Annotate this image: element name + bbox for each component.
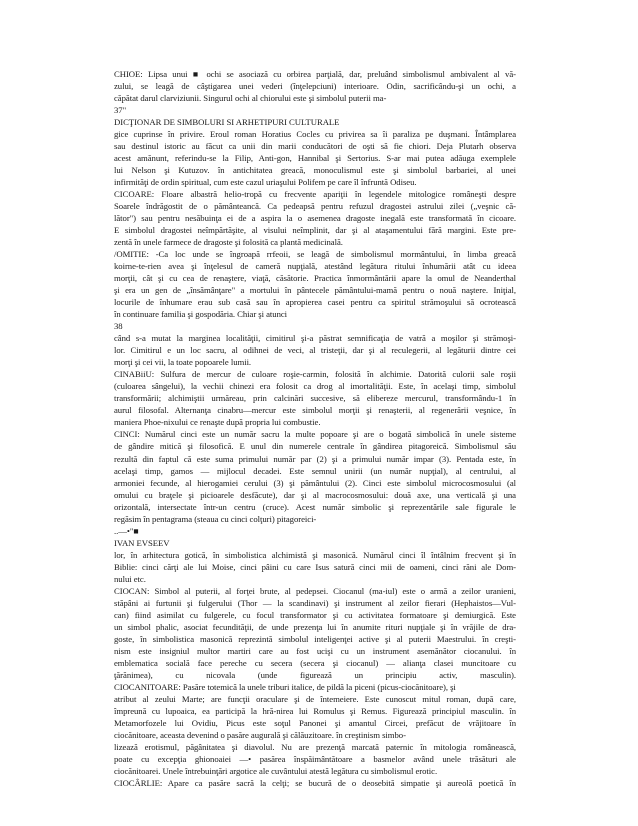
text-line: zului, se leagă de câştigarea unei vederi (înţelepciuni) interioare. Odin, sacrificându-şi un ochi, a: [114, 81, 516, 92]
text-line: de gândire mitică şi filosofică. E unul din numerele centrale în gândirea pitagoreică. Simbolismul său: [114, 441, 516, 452]
text-line: acelaşi timp, gamos — mijlocul decadei. Este semnul unirii (un număr nupţial), al centrului, al: [114, 465, 516, 476]
text-line: CICOARE: Floare albastră helio-tropă cu frecvente apariţii în legendele mitologice româneşti despre: [114, 189, 516, 200]
text-line: koirne-te-rien avea şi înţelesul de cameră nupţială, atestând legătura ritului înhumării atât cu ideea: [114, 261, 516, 272]
text-line: stăpâni ai furtunii şi fulgerului (Thor — la scandinavi) şi instrument al zeilor fierari (Hephaistos—Vul-: [114, 597, 516, 608]
text-line: 38: [114, 321, 123, 332]
text-line: DICŢIONAR DE SIMBOLURI SI ARHETIPURI CULTURALE: [114, 117, 340, 128]
text-line: când s-a mutat la marginea localităţii, cimitirul şi-a păstrat semnificaţia de vatră a moşilor şi strămoşi-: [114, 333, 516, 344]
text-line: ciocănitoare, aceasta devenind o pasăre augurală şi călăuzitoare. în creştinism simbo-: [114, 729, 406, 740]
text-line: lător") sau pentru nesăbuinţa ei de a aspira la o asemenea dragoste inegală este transformată în cicoare.: [114, 213, 516, 224]
text-line: CIOCAN: Simbol al puterii, al forţei brute, al pedepsei. Ciocanul (ma-iul) este o armă a zeilor uranieni,: [114, 585, 516, 596]
text-line: rezultă din faptul că este suma primului număr par (2) şi a primului număr impar (3). Pentada este, în: [114, 453, 516, 464]
text-line: armoniei fecunde, al hierogamiei cerului (3) şi pământului (2). Cinci este simbolul microcosmosului (al: [114, 477, 516, 488]
text-line: în continuare familia şi gospodăria. Chiar şi atunci: [114, 309, 288, 320]
text-line: CIOCÂRLIE: Apare ca pasăre sacră la celţi; se bucură de o deosebită simpatie şi aureolă poetică în: [114, 777, 516, 788]
text-line: poate cu excepţia ghionoaiei —• pasărea înspăimântătoare a basmelor având unele trăsături ale: [114, 753, 516, 764]
text-line: goste, în simbolistica masonică reprezintă simbolul inteligenţei active şi al puterii Maestrului. în creşti-: [114, 633, 516, 644]
text-line: sau destinul istoric au făcut ca unii din marii conducători de oşti să fie chiori. Deja Plutarh observa: [114, 141, 516, 152]
text-line: nism este insigniul multor martiri care au fost ucişi cu un instrument asemănător ciocanului. în: [114, 645, 516, 656]
text-line: infirmităţi de ordin spiritual, cum este cazul uriaşului Polifem pe care îl înfruntă Odiseu.: [114, 177, 417, 188]
text-line: şi era un gen de „însămânţare" a mortului în pântecele pământului-mamă pentru o nouă naştere. Iniţial,: [114, 285, 516, 296]
text-line: CIOCANITOARE: Pasăre totemică la unele triburi italice, de pildă la piceni (picus-ciocănitoare), şi: [114, 681, 456, 692]
text-line: ţărănimea), cu nicovala (unde figurează un principiu activ, masculin).: [114, 669, 516, 680]
text-line: maniera Phoe-nixului ce renaşte după propria lui combustie.: [114, 417, 321, 428]
text-line: împreună cu lupoaica, ea participă la hră-nirea lui Romulus şi Remus. Figurează principiul masculin. în: [114, 705, 516, 716]
text-line: Metamorfozele lui Ovidiu, Picus este soţul Panonei şi amantul Circei, prefăcut de vrăjitoare în: [114, 717, 516, 728]
text-line: căpătat darul clarviziunii. Singurul ochi al chiorului este şi simbolul puterii ma-: [114, 93, 387, 104]
text-line: zentă în unele farmece de dragoste şi folosită ca plantă medicinală.: [114, 237, 343, 248]
text-line: 37": [114, 105, 127, 116]
text-line: ciocănitoarei. Unele întrebuinţări argotice ale cuvântului atestă legătura cu simbolismul erotic.: [114, 765, 438, 776]
text-line: can) fiind asimilat cu fulgerele, cu focul transformator şi cu activitatea formatoare şi demiurgică. Este: [114, 609, 516, 620]
text-line: /OMITIE: -Ca loc unde se îngroapă rrfeoii, se leagă de simbolismul mormântului, în limba greacă: [114, 249, 516, 260]
text-line: lizează erotismul, păgânitatea şi diavolul. Nu are prezenţă marcată paternic în mitologia românească,: [114, 741, 516, 752]
text-line: omului cu braţele şi picioarele desfăcute), dar şi al macrocosmosului: două axe, una verticală şi una: [114, 489, 516, 500]
text-line: CHIOE: Lipsa unui ■ ochi se asociază cu orbirea parţială, dar, preluând simbolismul ambivalent al vă-: [114, 69, 516, 79]
text-line: gice cuprinse în privire. Eroul roman Horatius Cocles cu privirea sa îi paraliza pe duşmani. Întâmplarea: [114, 129, 516, 140]
text-line: (culoarea sângelui), la vechii chinezi era folosit ca drog al imortalităţii. Este, în acelaşi timp, simbolul: [114, 381, 516, 392]
text-line: atribut al zeului Marte; are funcţii oraculare şi de întemeiere. Este cunoscut mitul roman, după care,: [114, 693, 516, 704]
text-line: aurul filosofal. Alternanţa cinabru—mercur este simbolul morţii şi renaşterii, al regenerării veşnice, în: [114, 405, 516, 416]
text-line: ..—•"■: [114, 525, 139, 536]
text-line: regăsim în pentagrama (steaua cu cinci colţuri) pitagoreici-: [114, 513, 317, 524]
text-line: lor. Cimitirul e un loc sacru, al odihnei de veci, al tristeţii, dar şi al reculegerii, al legăturii dintre cei: [114, 345, 516, 356]
text-line: Soarele îndrăgostit de o pământeancă. Ca pedeapsă pentru refuzul dragostei astrului zilei („veşnic că-: [114, 201, 516, 212]
text-line: orizontală, intersectate într-un centru (cruce). Acest număr simbolic şi reprezentările sale figurale le: [114, 501, 516, 512]
text-line: acest amănunt, referindu-se la Filip, Anti-gon, Hannibal şi Sertorius. S-ar mai putea adăuga exemplele: [114, 153, 516, 164]
text-line: lor, în arhitectura gotică, în simbolistica alchimistă şi masonică. Numărul cinci îl întâlnim frecvent şi în: [114, 549, 516, 560]
text-line: lui Nelson şi Kutuzov. în antichitatea greacă, monoculismul este şi simbolul barbariei, al unei: [114, 165, 516, 176]
text-line: CINCI: Numărul cinci este un număr sacru la multe popoare şi are o bogată simbolică în unele sisteme: [114, 429, 516, 440]
text-line: un simbol phalic, asociat fecundităţii, de unde prezenţa lui în anumite rituri nupţiale şi în vrăjile de dra-: [114, 621, 516, 632]
document-page: [114, 68, 516, 789]
text-line: IVAN EVSEEV: [114, 537, 170, 548]
text-line: nului etc.: [114, 573, 146, 584]
text-line: transformării; alchimiştii urmăreau, prin calcinări succesive, să elibereze mercurul, transformându-1 în: [114, 393, 516, 404]
text-line: locurile de înhumare erau sub casă sau în apropierea casei pentru ca spiritul strămoşului să ocrotească: [114, 297, 516, 308]
text-line: E simbolul dragostei neîmpărtăşite, al visului neîmplinit, dar şi al ataşamentului fără margini. Este pre-: [114, 225, 516, 236]
text-line: morţii, cât şi cu cea de renaştere, viaţă, căsătorie. Practica înmormântării apare la omul de Neanderthal: [114, 273, 516, 284]
text-line: emblematica socială face pereche cu secera (secera şi ciocanul) — alianţa clasei muncitoare cu: [114, 657, 516, 668]
text-line: Biblie: cinci cărţi ale lui Moise, cinci pâini cu care Isus satură cinci mii de oameni, cinci răni ale Dom-: [114, 561, 516, 572]
text-line: morţi şi cei vii, la toate popoarele lumii.: [114, 357, 252, 368]
text-line: CINABiiU: Sulfura de mercur de culoare roşie-carmin, folosită în alchimie. Datorită culorii sale roşii: [114, 369, 516, 380]
